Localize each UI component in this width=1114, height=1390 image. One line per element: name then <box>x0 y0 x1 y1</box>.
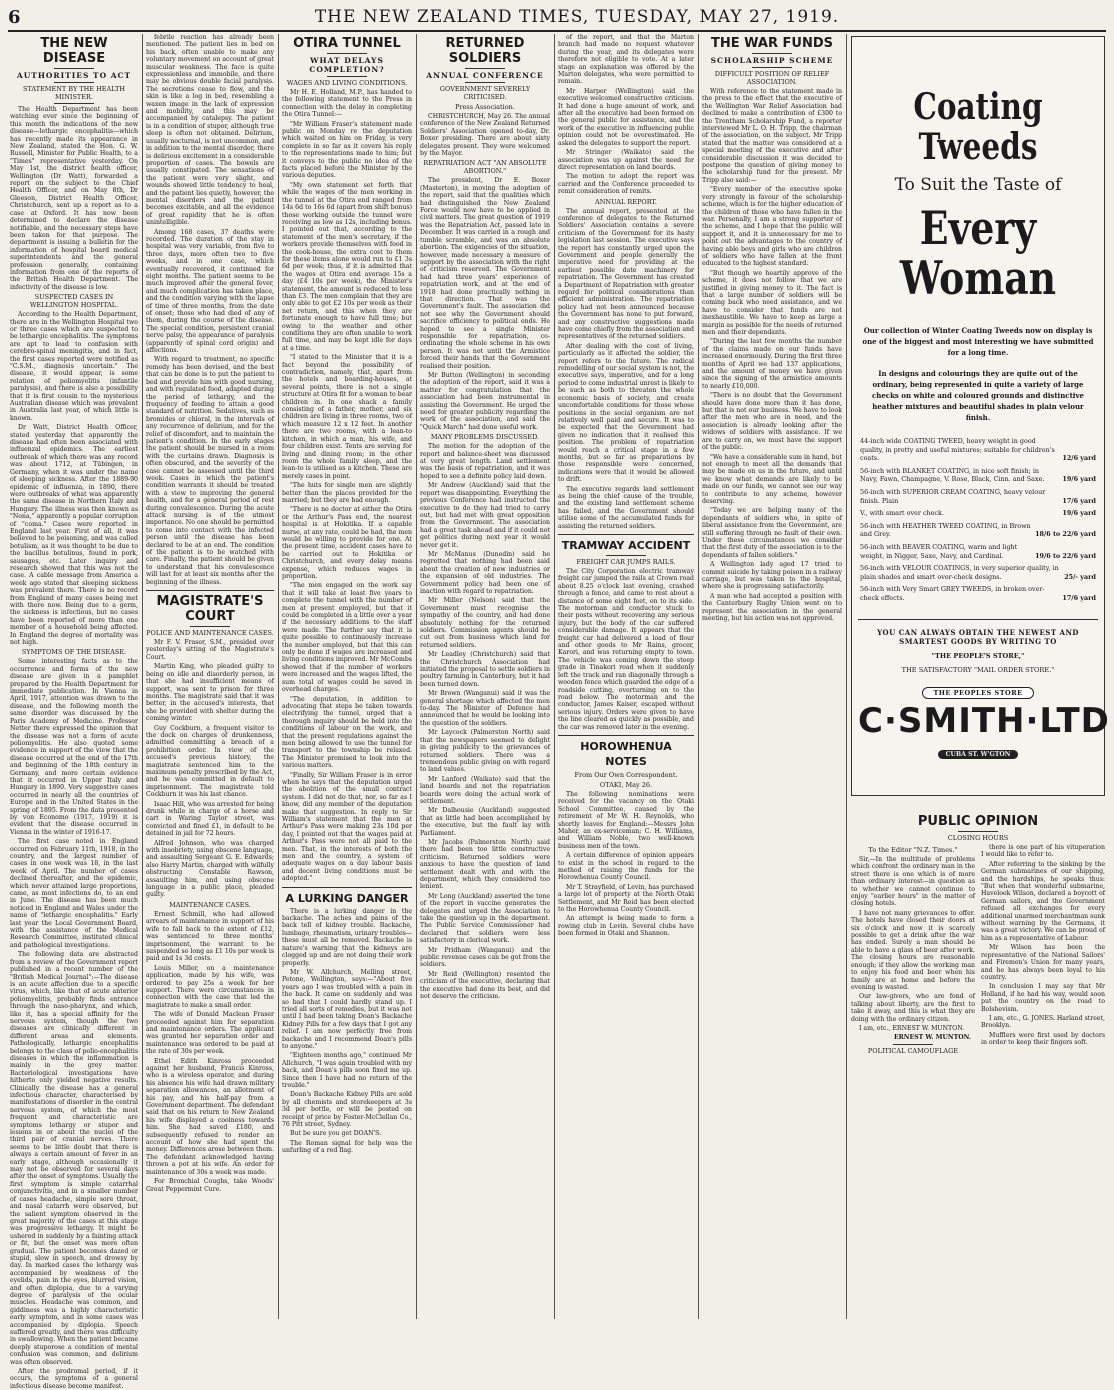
article-paragraph: A Wellington lady aged 17 tried to commit suicide by taking poison in a railway carriage, but was taken to the hospital, where she is progressing satisfactorily. <box>702 561 842 591</box>
letter-signature: ERNEST W. MUNTON. <box>893 1034 971 1042</box>
article-paragraph: Ethel Edith Kinross proceeded against her husband, Francis Kinross, who is a wireless operator, and during his absence his wife had drawn military separation allowances, an allotment of his pay, and his half-pay from a Government department. The defendant said that on his return to New Zealand his wife displayed a coolness towards him. She had saved £180, and subsequently refused to render an account of how she had spent the money. Differences arose between them. The defendant acknowledged having thrown a pot at his wife. An order for maintenance of 30s a week was made. <box>146 1057 274 1176</box>
ad-item-desc: 44-inch wide COATING TWEED, heavy weight in good quality, in pretty and useful mixtures; suitable for children's coats. <box>860 437 1055 463</box>
article-paragraph: A man who had accepted a position with the Canterbury Rugby Union went on to represent the association in the general meeting, but his action was not approved. <box>702 592 842 623</box>
press-association: Press Association. <box>455 103 515 111</box>
ad-item <box>860 522 1096 539</box>
article-paragraph: Mr Button (Wellington) in seconding the adoption of the report, said it was a matter for congratulation that the association had been instrumental in assisting the Government. He urged the need for greater publicity regarding the work of the association, and said the "Quick March" had done useful work. <box>420 372 550 431</box>
subhead-annual-conference: ANNUAL CONFERENCE <box>426 71 544 80</box>
headline-returned-soldiers: RETURNED SOLDIERS <box>445 36 525 66</box>
article-paragraph: Mr Lanford (Waikato) said that the land boards and not the repatriation boards were doing the actual work of settlement. <box>420 775 550 805</box>
divider <box>327 53 367 54</box>
ad-item <box>860 543 1096 560</box>
divider <box>893 1044 933 1045</box>
article-paragraph: Mr Dalhousie (Auckland) suggested that as little had been accomplished by the executive, but the fault lay with Parliament. <box>420 807 550 837</box>
article-paragraph: A certain difference of opinion appears to exist in the school in regard to the method of raising the funds for the Horowhenua County Council. <box>558 852 694 882</box>
ad-item-price: 19/6 yard <box>1062 509 1096 518</box>
ad-intro: Our collection of Winter Coating Tweeds now on display is one of the biggest and most interesting we have submitted for a long time. <box>862 326 1094 357</box>
article-paragraph: Louis Miller, on a maintenance application, made by his wife, was ordered to pay 25s a week for her support. There were circumstances in connection with the case that led the magistrate to make a small order. <box>146 964 274 1009</box>
divider <box>606 555 646 556</box>
article-paragraph: Mr McManus (Dunedin) said he regretted that nothing had been said about the creation of new industries or the expansion of old industries. The Government policy had been one of inaction with regard to repatriation. <box>420 550 550 595</box>
ad-item-price: 25/- yard <box>1064 572 1096 581</box>
article-paragraph: "But though we heartily approve of the scheme, it does not follow that we are justified in giving money to it. The fact is that a large number of soldiers will be coming back who need assistance, and we have to consider that funds are not inexhaustible. We have to keep as large a margin as possible for the needs of returned men and their dependants. <box>702 269 842 336</box>
crosshead-repatriation: REPATRIATION ACT "AN ABSOLUTE ABORTION." <box>423 159 547 176</box>
article-paragraph: The following data are abstracted from a review of the Government report published in a recent number of the "British Medical Journal":—The disease is an acute affection due to a specific virus, which, like that of acute anterior poliomyelitis, probably finds entrance through the naso-pharynx, and which, like it, has a special affinity for the nervous system, though the two diseases are clinically different in different areas and elements. Pathologically, lethargic encephalitis belongs to the class of polio-encephalitis diseases in which the inflammation is mainly in the grey matter. Bacteriological investigations have hitherto only yielded negative results. Clinically the disease has a general infectious character, characterised by manifestations of disorder in the central nervous system, of which the most frequent and characteristic are symptoms lethargy or stupor and lesions in or about the nuclei of the third pair of cranial nerves. There seems to be little doubt that there is always a certain amount of fever in an early stage, although occasionally it may not be observed for several days after the onset of symptoms. Usually the first symptom is simple catarrhal conjunctivitis, and in a smaller number of cases headache, simple sore throat, and nasal catarrh were observed, but the salient symptom observed in the great majority of the cases at this stage was progressive lethargy. It might be ushered in suddenly by a fainting attack or fit, but the onset was more often gradual. The patient becomes dazed or stupid, slow in speech, and drowsy by day. In marked cases the lethargy was accompanied by weakness of the eyelids, pain in the eyes, blurred vision, and often diplopia, due to a varying degree of paralysis of the ocular muscles. Headache was common, and giddiness was a highly characteristic early symptom, and in some cases was accompanied by diplopia. Speech suffered greatly, and there was difficulty in swallowing. When the patient became deeply stuporose a condition of mental confusion was common, and delirium was often observed. <box>10 951 138 1366</box>
divider <box>54 82 94 83</box>
ad-item <box>860 467 1096 484</box>
article-paragraph: Mr W. Allchurch, Melling street, Petone, Wellington, says:—"About five years ago I was troubled with a pain in the back. It came on suddenly and was so bad that I could hardly stand up. I tried all sorts of remedies, but it was not until I had been taking Doan's Backache Kidney Pills for a few days that I got any relief. I am now perfectly free from backache and I recommend Doan's pills to anyone." <box>282 968 412 1050</box>
divider <box>465 82 505 83</box>
article-paragraph: "Mr William Fraser's statement made public on Monday re the deputation which waited on him on Friday, is very complete in so far as it covers his reply to the representations made to him; but it conveys to the public no idea of the facts placed before the Minister by the various deputies. <box>282 120 412 180</box>
divider <box>327 76 367 77</box>
letter-salutation: To the Editor "N.Z. Times." <box>868 846 958 854</box>
article-paragraph: "I stated to the Minister that it is a fact beyond the possibility of contradiction, namely, that, apart from the hotels and boarding-houses, at several points, there is not a single structure at Otira fit for a woman to bear children in. In one shack a family consisting of a father, mother, and six children are living in three rooms, two of which measure 12 x 12 feet. In another there are two rooms, with a lean-to kitchen, in which a man, his wife, and four children exist. Tents are serving for living and dining room; in the other room the whole family sleep, and the lean-to is utilised as a kitchen. These are merely cases in point. <box>282 354 412 480</box>
column-otira-tunnel <box>282 34 412 1319</box>
ad-item-desc: V., with smart over check. <box>860 509 944 518</box>
article-paragraph: "My own statement set forth that while the wages of the men working in the tunnel at the Otira end ranged from 14s 6d to 16s 6d (apart from shift bonus) those working outside the tunnel were receiving as low as 12s, including bonus. I pointed out that, according to the statement of the men's secretary, if the workers provide themselves with food in the cook-house, the extra cost to them for these items alone would run to £1 3s 6d per week; thus, if it is admitted that the wages at Otira end average 15s a day (£4 10s per week), the Minister's statement, the amount is reduced to less than £3. The men complain that they are only able to get £2 10s per week as their net return, and this when they are fortunate enough to have full time; but owing to the weather and other conditions they are often unable to work full time, and may be kept idle for days at a time. <box>282 181 412 352</box>
article-paragraph: Ernest Schmill, who had allowed arrears of maintenance in support of his wife to fall back to the extent of £12, was sentenced to three months' imprisonment, the warrant to be suspended so long as £1 10s per week is paid and 1s 3d costs. <box>146 910 274 963</box>
article-paragraph: The president, Dr E. Boxer (Masterton), in moving the adoption of the report, said that the qualities which had distinguished the New Zealand Force would now have to be applied in civil matters. The great question of 1919 was the Repatriation Act, passed late in December. It was carried in a rough and tumble scramble, and was an absolute abortion. The exigencies of the situation, however, made necessary a measure of support by the association with the right of criticism reserved. The Government had had three years' experience of repatriation work, and at the end of 1918 had done practically nothing in that direction. That was the Government's fault. The association did not see why the Government should sacrifice efficiency to political ends. He hoped to see a single Minister responsible for repatriation, co-ordinating the whole scheme in his own person. It was not until the Armistice forced their hands that the Government realised their position. <box>420 177 550 370</box>
article-paragraph: Dr Watt, District Health Officer, stated yesterday that apparently the disease had often been associated with influenzal epidemics. The earliest outbreak of which there was any record was about 1712, at Tübingen, in Germany, when it was under the name of sleeping sickness. After the 1889-90 epidemic of influenza, in 1890, there were outbreaks of what was apparently the same disease in Northern Italy and Hungary. The illness was then known as "Nona," apparently a popular corruption of "coma." Cases were reported in England last year. First of all, it was believed to be poisoning, and was called botulism, as it was thought to be due to the bacillus botulinus, found in pork, sausages, etc. Later inquiry and research showed that this was not the case. A cable message from America a week ago stated that sleeping sickness was prevalent there. There is no record from England of many cases being met with there now. Being due to a germ, the sickness is infectious, but no cases have been reported of more than one member of a household being affected. In England the degree of mortality was not high. <box>10 424 138 647</box>
article-paragraph: After dealing with the cost of living, particularly as it affected the soldier, the report refers to the future. The radical remodelling of our social system is not, the executive says, imperative, and for a long period to come industrial unrest is likely to be such as both to threaten the whole economic basis of society, and create uncomfortable conditions for those whose positions in the social organism are not relatively well paid and secure. It was to be expected that the Government had given no indication that it realised this position. The problem of repatriation would reach a critical stage in a few months, but so far as preparations by those responsible were concerned, indications were that it would be allowed to drift. <box>558 342 694 484</box>
newspaper-title: THE NEW ZEALAND TIMES, TUESDAY, MAY 27, 1919. <box>314 7 840 27</box>
subhead-what-delays: WHAT DELAYS COMPLETION? <box>309 56 385 74</box>
letter-column-left <box>851 844 975 1057</box>
headline-new-disease: THE NEW DISEASE <box>40 36 108 66</box>
ad-item-desc: 56-inch with BLANKET COATING, in nice soft finish; in Navy, Fawn, Champagne, V. Rose, Black, Cinn. and Saxe. <box>860 466 1045 484</box>
article-paragraph: Martin King, who pleaded guilty to being on idle and disorderly person, in that she had insufficient means of support, was sent to prison for three months. The magistrate said that it was better, in the accused's interests, that she be provided with shelter during the coming winter. <box>146 663 274 723</box>
article-paragraph: Mr F. V. Fraser, S.M., presided over yesterday's sitting of the Magistrate's Court. <box>146 639 274 661</box>
article-paragraph: An attempt is being made to form a rowing club in Levin. Several clubs have been formed in Otaki and Shannon. <box>558 915 694 938</box>
ad-heading-to-suit: To Suit the Taste of <box>894 175 1062 195</box>
article-paragraph: The first case noted in England occurred on February 11th, 1918, in the country, and the largest number of cases in one week was 18, in the last week of April. The number of cases declined thereafter, and the epidemic, which never attained large proportions, came, as most infections do, to an end in June. The disease has been much noticed in England and Wales under the name of "lethargic encephalitis." Early last year the Local Government Board, with the assistance of the Medical Research Committee, instituted clinical and pathological investigations. <box>10 838 138 949</box>
article-paragraph: The wife of Donald Maclean Fraser proceeded against him for separation and maintenance orders. The applicant was granted her separation order and maintenance was ordered to be paid at the rate of 30s per week. <box>146 1011 274 1056</box>
letter-paragraph: I am, etc., G. JONES. Harland street, Brooklyn. <box>981 1014 1105 1030</box>
letter-paragraph: Our law-givers, who are fond of talking about liberty, are the first to take it away, and this is what they are doing with the ordinary citizen. <box>851 993 975 1023</box>
article-paragraph: Doan's Backache Kidney Pills are sold by all chemists and storekeepers at 3s 3d per bottle, or will be posted on receipt of price by Foster-McClellan Co., 76 Pitt street, Sydney. <box>282 1091 412 1129</box>
ad-footer <box>858 619 1110 760</box>
article-paragraph: "Finally, Sir William Fraser is in error when he says that the deputation urged the abolition of the small contract system. I did not do that, nor, so far as I know, did any member of the deputation make that suggestion. In reply to Sir William's statement that the men at Arthur's Pass were making 23s 10d per day, I pointed out that the wages paid at Arthur's Pass were not all paid to the men. That, in the interests of both the men and the country, a system of adequate wages on a day labour basis and decent living conditions must be adopted." <box>282 771 412 883</box>
article-paragraph: Alfred Johnson, who was charged with insobriety, using obscene language, and assaulting Sergeant G. E. Edwards; also Harry Martin, charged with wilfully obstructing Constable Rawson, assaulting him, and using obscene language in a public place, pleaded guilty. <box>146 839 274 899</box>
public-opinion-section <box>851 812 1105 1317</box>
divider <box>752 53 792 54</box>
column-disease-cont <box>146 34 274 1319</box>
article-paragraph: The annual report, presented at the conference of delegates to the Returned Soldiers' Association contains a severe criticism of the Government for its hasty legislation last session. The executive says the report has constantly urged upon the Government and people generally the imperative need for providing at the earliest possible date machinery for repatriation. The Government has created a Department of Repatriation with greater regard for political considerations than efficient administration. The repatriation policy had not been announced because the Government has none to put forward, and any constructive suggestions made have come chiefly from the association and representatives of the returned soldiers. <box>558 207 694 341</box>
column-rule <box>416 34 417 1319</box>
ad-item-desc: 56-inch with Very Smart GREY TWEEDS, in broken over-check effects. <box>860 585 1045 602</box>
headline-otira-tunnel: OTIRA TUNNEL <box>293 36 401 51</box>
divider <box>54 68 94 69</box>
column-new-disease <box>10 34 138 1390</box>
divider <box>146 590 274 591</box>
subhead-scholarship: SCHOLARSHIP SCHEME <box>710 56 834 65</box>
article-paragraph: "Today we are helping many of the dependants of soldiers who, in spite of liberal assistance from the Government, are still suffering through no fault of their own. Under these circumstances we consider that the first duty of the association is to the dependants of fallen soldiers." <box>702 507 842 559</box>
deck-statement: STATEMENT BY THE HEALTH MINISTER. <box>22 85 126 101</box>
ad-item-desc: 56-inch with SUPERIOR CREAM COATING, heavy velour finish. Plain <box>860 487 1046 505</box>
divider <box>558 534 694 535</box>
footnote: For Bronchial Coughs, take Woods' Great Peppermint Cure. <box>146 1178 274 1193</box>
letter-paragraph: After referring to the sinking by the German submarines of our shipping, and the hardships, he speaks thus: "But when that wonderful submarine, Haveloek Wilson, declared a boycott of German sailors, and the Government refused all exchanges for every additional unarmed merchantman sunk without warning by the Germans, it was a great victory. We can be proud of him as a representative of Labour. <box>981 860 1105 942</box>
article-paragraph: The motion to adopt the report was carried and the Conference proceeded to remit consideration of remits. <box>558 173 694 196</box>
subhead-police-cases: POLICE AND MAINTENANCE CASES. <box>146 629 274 638</box>
article-paragraph: With reference to the statement made in the press to the effect that the executive of the Wellington War Relief Association had declined to make a contribution of £300 to the Trentham Scholarship Fund, a reporter interviewed Mr L. O. H. Tripp, the chairman of the association, on the subject. Mr Tripp stated that the matter was considered at a special meeting of the executive and after considerable discussion it was decided to postpone the question of giving money to the scholarship fund for the present. Mr Tripp also said:— <box>702 88 842 184</box>
divider <box>558 735 694 736</box>
ad-item-desc: 56-inch with VELOUR COATINGS, in very superior quality, in plain shades and smart over-check designs. <box>860 564 1059 581</box>
ad-item-desc: 56-inch with HEATHER TWEED COATING, in Brown and Grey. <box>860 521 1031 539</box>
crosshead-symptoms: SYMPTOMS OF THE DISEASE. <box>21 648 127 657</box>
article-paragraph: "The men engaged on the work say that it will take at least five years to complete the tunnel with the number of men at present employed, but that it could be completed in a little over a year if the necessary additions to the staff were made. The further say that it is quite possible to continuously increase the number employed, but that this can only be done if wages are increased and living conditions improved. Mr McCombs showed that if the number of workers were increased and the wages lifted, the sum total of wages could be saved in overhead charges. <box>282 582 412 694</box>
article-paragraph: Mr T. Strayfield, of Levin, has purchased a large lot of property at the North Otaki Settlement, and Mr Reid has been elected to the Horowhenua County Council. <box>558 883 694 914</box>
article-paragraph: "There is no doubt that the Government should have done more than it has done, but that is not our business. We have to look after the men who are in need, and the association is already looking after the widows of soldiers with assistance. If we are to carry on, we must have the support of the public. <box>702 392 842 452</box>
article-paragraph: Some interesting facts as to the occurrence and forms of the new disease are given in a pamphlet prepared by the Health Department for immediate publication. In Vienna in April, 1917, attention was drawn to the disease, and the following month the same disorder was discussed by the Paris Academy of Medicine. Professor Netter there expressed the opinion that the disease was not a form of acute poliomyelitis. He also quoted some evidence in support of the view that the disease occurred at the end of the 17th and beginning of the 18th century in Germany, and more certain evidence that it occurred in Upper Italy and Hungary in 1890. Very suggestive cases occurred in nearly all the countries of Europe and in the United States in the spring of 1895. From the data presented by von Economo (1917, 1919) it is evident that the disease occurred in Vienna in the winter of 1916-17. <box>10 658 138 836</box>
ad-item-price: 12/6 yard <box>1062 454 1096 463</box>
article-paragraph: The executive regards land settlement as being the chief cause of the trouble, and the existing land settlement scheme has failed, and the Government should utilise some of the accumulated funds for assisting the returned soldiers. <box>558 485 694 530</box>
article-paragraph: Mr Leadley (Christchurch) said that the Christchurch Association had initiated the proposal to settle soldiers in poultry farming in Canterbury, but it had been turned down. <box>420 651 550 688</box>
letter-paragraph: Mr Wilson has been the representative of the National Sailors' and Firemen's Union for many years, and he has always been loyal to his country. <box>981 944 1105 981</box>
article-paragraph: Mr Stringer (Waikato) said the association was up against the need for direct representation on land boards. <box>558 149 694 171</box>
article-paragraph: Mr Miller (Nelson) said that the Government must recognise the sympathy of the country, and had done absolutely nothing for the returned soldiers. Commission agents should be cut out from business which land for returned soldiers. <box>420 597 550 649</box>
ad-item-desc: 56-inch with BEAVER COATING, warm and light weight, in Nigger, Saxe, Navy, and Cardinal. <box>860 542 1018 560</box>
article-paragraph: Mr H. E. Holland, M.P., has handed to the following statement to the Press in connection with the delay in completing the Otira Tunnel:— <box>282 89 412 119</box>
deck-criticised: GOVERNMENT SEVERELY CRITICISED. <box>439 85 531 101</box>
ad-item-price: 18/6 to 22/6 yard <box>1035 530 1096 539</box>
deck-wages: WAGES AND LIVING CONDITIONS. <box>286 79 408 87</box>
article-paragraph: The Health Department has been watching ever since the beginning of this month the indications of the new disease—lethargic encephalitis—which has recently made its appearance in New Zealand, stated the Hon. G. W. Russell, Minister for Public Health, to a "Times" representative yesterday. On May 1st, the district health officer, Wellington (Dr Watt), forwarded a report on the subject to the Chief Health Officer, and on May 8th, Dr Gleeson, District Health Officer, Christchurch, sent up a report as to a case at Oxford. It has now been determined to declare the disease notifiable, and the necessary steps have been taken for that purpose. The department is issuing a bulletin for the information of hospital board medical superintendents and the general profession generally, containing information from one of the reports of the British Health Department. The infectivity of the disease is low. <box>10 106 138 291</box>
article-paragraph: Mr Pridham (Wanganui) and the public revenue cases can be got from the soldiers. <box>420 946 550 969</box>
crosshead-annual-report: ANNUAL REPORT. <box>595 197 657 206</box>
article-paragraph: of the report, and that the Marton branch had made no request whatever during the year, and its delegates were therefore not eligible to vote. At a later stage an explanation was offered by the Marton delegates, who were permitted to remain. <box>558 34 694 86</box>
article-paragraph: Mr Andrew (Auckland) said that the report was disappointing. Everything the previous Conference had instructed the executive to do they had tried to carry out, but had met with great opposition from the Government. The association had a great task ahead and if it could not get politics during next year it would never get it. <box>420 482 550 549</box>
public-opinion-columns <box>851 844 1105 1057</box>
headline-lurking-danger: A LURKING DANGER <box>285 891 409 905</box>
article-paragraph: Mr Long (Auckland) asserted the tone of the report in vaccine generates the delegates and urged the Association to take the question up in the department. The Public Service Commissioner had declared that soldiers were less satisfactory in clerical work. <box>420 892 550 945</box>
ad-heading-every-woman: Every Woman <box>899 201 1057 305</box>
letter-paragraph: I am, etc., ERNEST W. MUNTON. <box>859 1024 965 1032</box>
ad-item-price: 19/6 yard <box>1062 475 1096 484</box>
crosshead-suspected-cases: SUSPECTED CASES IN WELLINGTON HOSPITAL. <box>29 293 119 310</box>
article-paragraph: "We have a considerable sum in hand, but not enough to meet all the demands that may be made on us in the future, and until we know what demands are likely to be made on our funds, we cannot see our way to contribute to any scheme, however deserving. <box>702 453 842 505</box>
article-paragraph: CHRISTCHURCH, May 26. The annual conference of the New Zealand Returned Soldiers' Association opened to-day, Dr. Boxer presiding. There are about sixty delegates present. They were welcomed by the Mayor. <box>420 113 551 158</box>
ad-footer-store: "THE PEOPLE'S STORE," <box>931 651 1025 660</box>
crosshead-maintenance: MAINTENANCE CASES. <box>169 900 251 909</box>
column-rule <box>846 34 847 1319</box>
ad-item <box>860 488 1096 505</box>
crosshead-problems: MANY PROBLEMS DISCUSSED. <box>430 433 540 442</box>
ad-item-price: 17/6 yard <box>1062 593 1096 602</box>
divider <box>282 887 412 888</box>
ad-footer-line: YOU CAN ALWAYS OBTAIN THE NEWEST AND SMARTEST GOODS BY WRITING TO <box>877 627 1079 646</box>
ad-logo: C·SMITH·LTD <box>858 700 1110 741</box>
article-paragraph: Mr Jacobs (Palmerston North) said there had been too little constructive criticism. Returned soldiers were anxious to have the question of land settlement dealt with and with the department, which they considered too lenient. <box>420 838 550 891</box>
ad-item-price: 19/6 to 22/6 yard <box>1035 551 1096 560</box>
ad-item-price: 17/6 yard <box>1062 496 1096 505</box>
article-paragraph: Among 168 cases, 37 deaths were recorded. The duration of the stay in hospital was very variable, from five to three days, more often two to five weeks, and in one case, which eventually recovered, it continued for eight months. The patient seems to be much improved after the general fever, and much complication has taken place, and the condition varying with the lapse of time of three months, from the date of onset; those who had died of any of them, during the course of the disease. The special condition, persistent cranial nerve palsy, the appearance of paralysis (apparently of spinal cord origin) and affections. <box>146 228 274 355</box>
article-paragraph: "During the last few months the number of the claims made on our funds have increased enormously. During the first three months of April we had 137 applications, and the amount of money we have given since the signing of the armistice amounts to nearly £10,000. <box>702 338 842 390</box>
divider <box>54 103 94 104</box>
letter-paragraph: there is one part of his vituperation I would like to refer to. <box>981 844 1105 859</box>
letter-column-right <box>981 844 1105 1057</box>
column-war-funds <box>702 34 842 1319</box>
subhead-correspondent: From Our Own Correspondent. <box>574 770 678 779</box>
letter-paragraph: Mufflers were first used by doctors in order to keep their fingers soft. <box>981 1031 1105 1047</box>
ad-intro-designs: In designs and colourings they are quite out of the ordinary, being represented in quite a variety of large checks on white and coloured grounds and distinctive heather mixtures and beautiful shades in plain velour finish. <box>872 369 1084 422</box>
column-rule <box>698 34 699 1319</box>
ad-item <box>860 585 1096 602</box>
article-paragraph: Guy Cockburn, a frequent visitor to the dock on charges of drunkenness, admitted committing a breach of a prohibition order. In view of the accused's previous history, the magistrate sentenced him to the maximum penalty prescribed by the Act, and he was committed in default to imprisonment. The magistrate told Cockburn it was his last chance. <box>146 724 274 799</box>
article-paragraph: "Every member of the executive spoke very strongly in favour of the scholarship scheme, which is for the higher education of the children of those who have fallen in the war. Personally, I am a strong supporter of the scheme, and I hope that the public will support it, and it is unnecessary for me to point out the advantages to the country of having able boys and girls who are children of soldiers who have fallen at the front educated to the highest standard. <box>702 186 843 268</box>
dateline-otaki: OTAKI, May 26. <box>599 780 653 789</box>
ad-item <box>860 509 1096 518</box>
letter-paragraph: In conclusion I may say that Mr Holland, if he had his way, would soon put the country on the road to Bolshevism. <box>981 983 1105 1013</box>
article-paragraph: But be sure you get DOAN'S. <box>290 1130 382 1138</box>
article-paragraph: "Eighteen months ago," continued Mr Allchurch, "I was again troubled with my back, and Doan's pills soon fixed me up. Since then I have had no return of the trouble." <box>282 1052 412 1089</box>
page-number: 6 <box>8 6 21 28</box>
ad-banner: THE PEOPLES STORE <box>922 687 1033 699</box>
column-rule <box>278 34 279 1319</box>
article-paragraph: "There is no doctor at either the Otira or the Arthur's Pass end, the nearest hospital is at Hokitika. If a capable nurse, at any rate, could be had, the men would be willing to provide for one. At the present time, accident cases have to be carried out to Hokitika or Christchurch, and every delay means expense, which reduces wages in proportion. <box>282 506 412 580</box>
headline-war-funds: THE WAR FUNDS <box>711 36 833 51</box>
letter-paragraph: I have not many grievances to offer. The hotels have closed their doors at six o'clock and now it is scarcely possible to get a drink after the war has ended. Surely a man should be able to have a glass of beer after work. The closing hours are reasonable enough; if they allow the working man to enjoy his food and beer when his family are at home and before the evening is wasted. <box>851 909 975 991</box>
headline-political-camouflage: POLITICAL CAMOUFLAGE <box>867 1046 959 1055</box>
article-paragraph: The following nominations were received for the vacancy on the Otaki School Committee, caused by the retirement of Mr W. H. Reynolds, who shortly leaves for England:—Messrs John Maher, an ex-serviceman; C. H. Williams, and William Noble, two well-known business men of the town. <box>558 790 694 850</box>
article-paragraph: With regard to treatment, no specific remedy has been devised, and the best that can be done is to put the patient to bed and provide him with good nursing, and with regulated food, adapted during the period of lethargy, and the frequency of feeding to attain a good standard of nutrition. Sedatives, such as bromides or chloral, in the intervals of any recurrence of delirium, and for the relief of discomfort, and to maintain the patient's condition. In the early stages the patient should be nursed in a room with the curtains drawn. Diagnosis is often obscured, and the severity of the case cannot be assessed until the third week. Cases in which the patient's condition warrants it should be treated with a view to improving the general health, and for a general period of rest during convalescence. During the acute attack nursing is of the utmost importance. No one should be permitted to come into contact with the infected person until the disease has been declared to be at an end. The condition of the patient is to be watched with care. Finally, the patient should be given to understand that his convalescence will last for at least six months after the beginning of the illness. <box>146 356 274 586</box>
article-paragraph: Mr Laycock (Palmerston North) said that the newspapers seemed to delight in giving publicity to the grievances of returned soldiers. There was a tremendous public giving on with regard to land values. <box>420 729 550 774</box>
article-paragraph: According to the Health Department, there are in the Wellington Hospital two or three cases which are suspected to be lethargic encephalitis. The symptoms are apt to lead to confusion with cerebro-spinal meningitis, and in fact, the first cases reported were notified as "C.S.M., diagnosis uncertain." The disease, it would appear, is some relation of poliomyelitis (infantile paralysis), and there is also a possibility that it is first cousin to the mysterious Australian disease which was prevalent in Australia last year, of which little is known. <box>10 311 138 422</box>
article-paragraph: The City Corporation electric tramway freight car jumped the rails at Crown road about 8.25 o'clock last evening, crashed through a fence, and came to rest about a distance of some eight feet, on to its side. The motorman and conductor stuck to their posts without recovering any serious injury, but the body of the car suffered considerable damage. It appears that the freight car had delivered a load of flour and other goods to Mr Rains, grocer, Karori, and was returning empty to town. The vehicle was coming down the steep grade in Tinakori road when it suddenly left the track and ran diagonally through a wooden fence which guarded the edge of a roadside cutting, overturning on to the road below. The motorman and the conductor, James Kaiser, escaped without serious injury. Orders were given to have the line cleared as quickly as possible, and the car was removed later in the evening. <box>558 568 694 731</box>
ad-footer-mail-order: THE SATISFACTORY "MAIL ORDER STORE." <box>901 665 1055 674</box>
headline-horowhenua: HOROWHENUA NOTES <box>580 739 672 768</box>
column-report-cont <box>558 34 694 1319</box>
article-paragraph: Isaac Hill, who was arrested for being drunk while in charge of a horse and cart in Waring Taylor street, was convicted and fined £1, in default to be detained in jail for 72 hours. <box>146 800 274 838</box>
headline-public-opinion: PUBLIC OPINION <box>917 814 1039 829</box>
divider <box>190 626 230 627</box>
ad-address: CUBA ST. W'GTON <box>938 750 1019 759</box>
divider <box>958 831 998 832</box>
divider <box>752 67 792 68</box>
column-rule <box>554 34 555 1319</box>
deck-relief-association: DIFFICULT POSITION OF RELIEF ASSOCIATION. <box>714 70 830 86</box>
headline-tramway-accident: TRAMWAY ACCIDENT <box>561 539 691 552</box>
headline-magistrates-court: MAGISTRATE'S COURT <box>156 594 264 625</box>
subhead-freight-car: FREIGHT CAR JUMPS RAILS. <box>576 558 676 566</box>
article-paragraph: Mr Reid (Wellington) resented the criticism of the executive, declaring that the executive had done its best, and did not deserve the criticism. <box>420 970 550 1001</box>
article-paragraph: The motion for the adoption of the report and balance-sheet was discussed at very great length. Land settlement was the basis of repatriation, and it was hoped to see a definite policy laid down. <box>420 443 550 480</box>
column-rule <box>142 34 143 1319</box>
subhead-authorities: AUTHORITIES TO ACT <box>16 71 132 80</box>
article-paragraph: There is a lurking danger in the backache. The aches and pains of the back tell of kidney trouble. Backache, lumbago, rheumatism, urinary troubles—these must all be removed. Backache is nature's warning that the kidneys are clogged up and are not doing their work properly. <box>282 907 412 967</box>
ad-item <box>860 437 1096 463</box>
article-paragraph: "The deputation, in addition to advocating that steps be taken towards electrifying the tunnel, urged that a thorough inquiry should be held into the conditions of labour on the work, and that the present regulations against the men being allowed to use the tunnel for transport to the township be relaxed. The Minister promised to look into the various matters. <box>282 695 412 770</box>
footnote: The Roman signal for help was the unfurling of a red flag. <box>282 1139 412 1155</box>
advertisement-coating-tweeds <box>851 36 1110 796</box>
article-paragraph: febrile reaction has already been mentioned. The patient lies in bed on his back, often unable to make any voluntary movement on account of great muscular weakness. The face is quite expressionless and immobile, and there may be obvious double facial paralysis. The secretions cease to flow, and the skin is like a log in bed, resembling a waxen image in the lack of expression and mobility, and this may be accompanied by catalepsy. The patient is in a condition of stupor, although true sleep is often not obtained. Delirium, usually nocturnal, is not uncommon, and in addition to the mental disorder, there is delirious excitement in a considerable proportion of cases. The bowels are usually constipated. The sensations of the patient were very slight, and wounds showed little tendency to heal, and the patient lies quietly, however, the mental disorders and the patient becomes excitable, and all the evidence of great rapidity that he is often unintelligible. <box>146 34 274 227</box>
article-paragraph: Mr Harper (Wellington) said the executive welcomed constructive criticism. It had done a huge amount of work, and after all the executive had been formed on the general public for assistance, and the work of the executive in influencing public opinion could not be overestimated. He asked the delegates to support the report. <box>558 87 694 147</box>
column-returned-soldiers <box>420 34 550 1319</box>
masthead <box>8 4 1106 32</box>
subhead-closing-hours: CLOSING HOURS <box>947 834 1009 842</box>
ad-heading-coating-tweeds: Coating Tweeds <box>913 86 1043 168</box>
article-paragraph: "The huts for single men are slightly better than the places provided for the married; but they are bad enough. <box>282 482 412 504</box>
article-paragraph: After the prodromal period, if it occurs, the symptoms of a general infectious disease become manifest. <box>10 1368 138 1390</box>
article-paragraph: Mr Brown (Wanganui) said it was the general shortage which affected the men to-day. The Minister of Defence had announced that he would be looking into the question of the soldiers. <box>420 690 550 727</box>
ad-item <box>860 564 1096 581</box>
divider <box>465 68 505 69</box>
letter-paragraph: Sir,—In the multitude of problems which confront the ordinary man in the street there is one which is of more than ordinary interest—in question as to whether we cannot continue to enjoy "earlier hours" in the matter of closing hotels. <box>851 856 975 908</box>
